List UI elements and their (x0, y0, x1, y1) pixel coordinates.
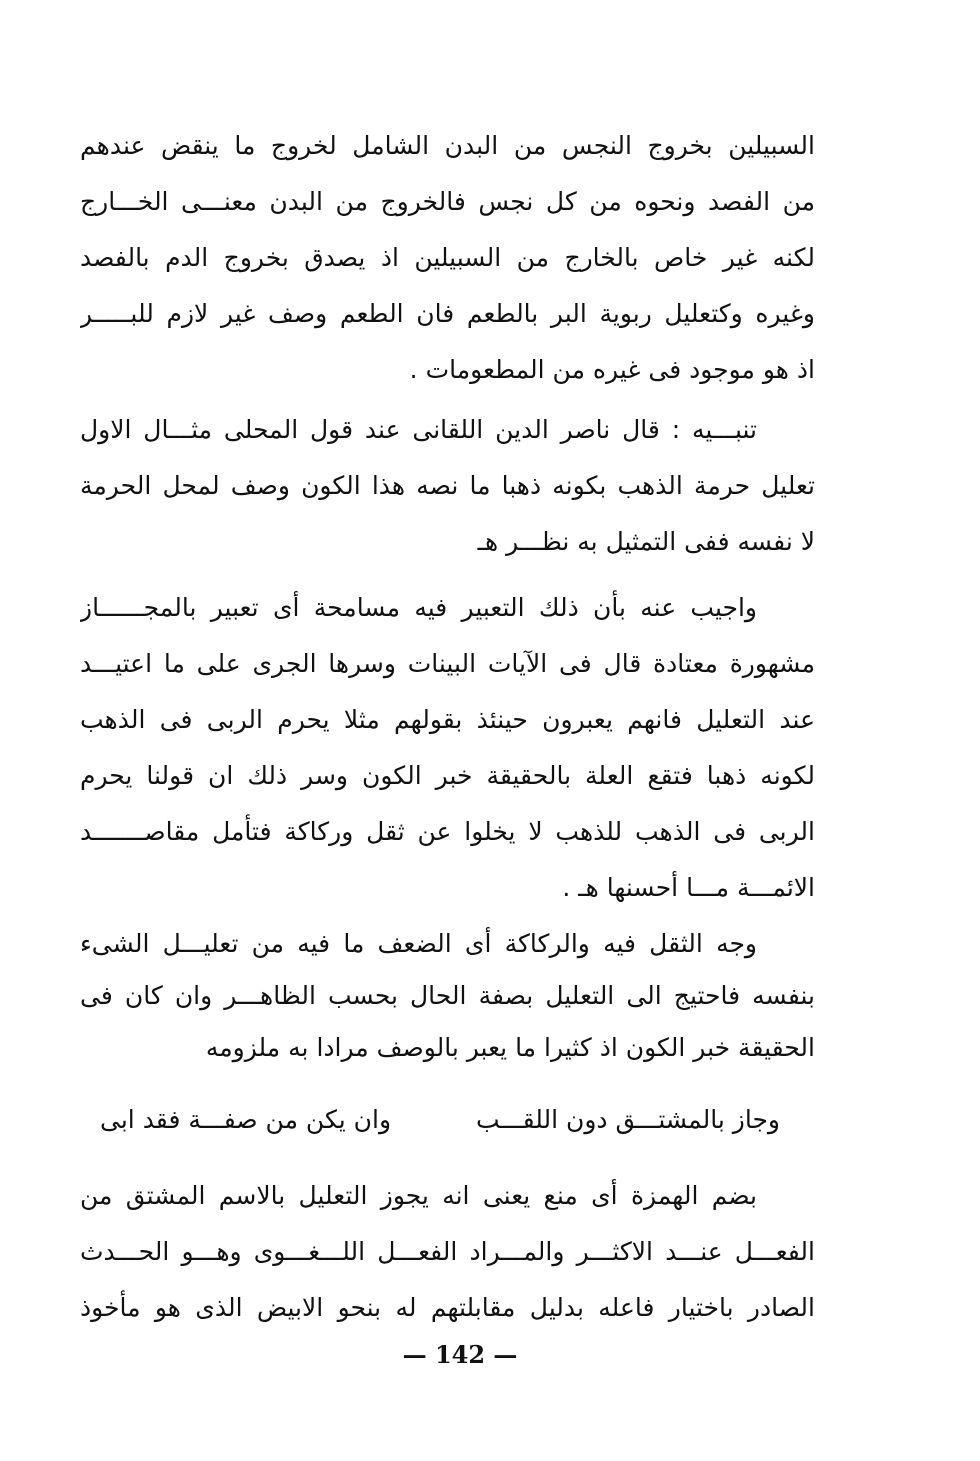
paragraph-4 (80, 918, 815, 1074)
paragraph-line: مشهورة معتادة قال فى الآيات البينات وسرها الجرى على ما اعتيـــد (80, 649, 815, 678)
paragraph-5 (80, 1168, 815, 1336)
page-number: — 142 — (402, 1340, 518, 1369)
paragraph-line: وغيره وكتعليل ربوية البر بالطعم فان الطعم وصف غير لازم للبـــــر (80, 299, 815, 328)
paragraph-line: تنبـــيه : قال ناصر الدين اللقانى عند قول المحلى مثـــال الاول (80, 415, 757, 444)
paragraph-line: الفعـــل عنـــد الاكثـــر والمـــراد الفعـــل اللـــغـــوى وهـــو الحـــدث (80, 1237, 815, 1266)
paragraph-line: وجه الثقل فيه والركاكة أى الضعف ما فيه من تعليـــل الشىء (80, 929, 757, 958)
paragraph-line: بنفسه فاحتيج الى التعليل بصفة الحال بحسب الظاهـــر وان كان فى (80, 981, 815, 1010)
paragraph-line: واجيب عنه بأن ذلك التعبير فيه مسامحة أى تعبير بالمجــــــاز (80, 593, 757, 622)
paragraph-2 (80, 402, 815, 570)
paragraph-line: من الفصد ونحوه من كل نجس فالخروج من البدن معنـــى الخـــارج (80, 187, 815, 216)
paragraph-line: الربى فى الذهب للذهب لا يخلوا عن ثقل وركاكة فتأمل مقاصـــــــد (80, 817, 815, 846)
verse-second-hemistich: وان يكن من صفـــة فقد ابى (100, 1105, 392, 1134)
paragraph-line: الصادر باختيار فاعله بدليل مقابلتهم له بنحو الابيض الذى هو مأخوذ (80, 1293, 815, 1322)
paragraph-line: تعليل حرمة الذهب بكونه ذهبا ما نصه هذا الكون وصف لمحل الحرمة (80, 471, 815, 500)
paragraph-line: بضم الهمزة أى منع يعنى انه يجوز التعليل بالاسم المشتق من (80, 1181, 757, 1210)
verse-first-hemistich: وجاز بالمشتـــق دون اللقـــب (476, 1105, 780, 1134)
paragraph-1 (80, 118, 815, 398)
paragraph-line: لكنه غير خاص بالخارج من السبيلين اذ يصدق بخروج الدم بالفصد (80, 243, 815, 272)
paragraph-3 (80, 580, 815, 916)
paragraph-line: لكونه ذهبا فتقع العلة بالحقيقة خبر الكون وسر ذلك ان قولنا يحرم (80, 761, 815, 790)
paragraph-line: عند التعليل فانهم يعبرون حينئذ بقولهم مثلا يحرم الربى فى الذهب (80, 705, 815, 734)
paragraph-line: لا نفسه ففى التمثيل به نظـــر هـ (477, 527, 815, 556)
paragraph-line: السبيلين بخروج النجس من البدن الشامل لخروج ما ينقض عندهم (80, 131, 815, 160)
paragraph-line: الائمـــة مـــا أحسنها هـ . (562, 873, 815, 902)
paragraph-line: الحقيقة خبر الكون اذ كثيرا ما يعبر بالوصف مرادا به ملزومه (205, 1033, 815, 1062)
verse-line (100, 1092, 780, 1148)
paragraph-line: اذ هو موجود فى غيره من المطعومات . (409, 355, 815, 384)
